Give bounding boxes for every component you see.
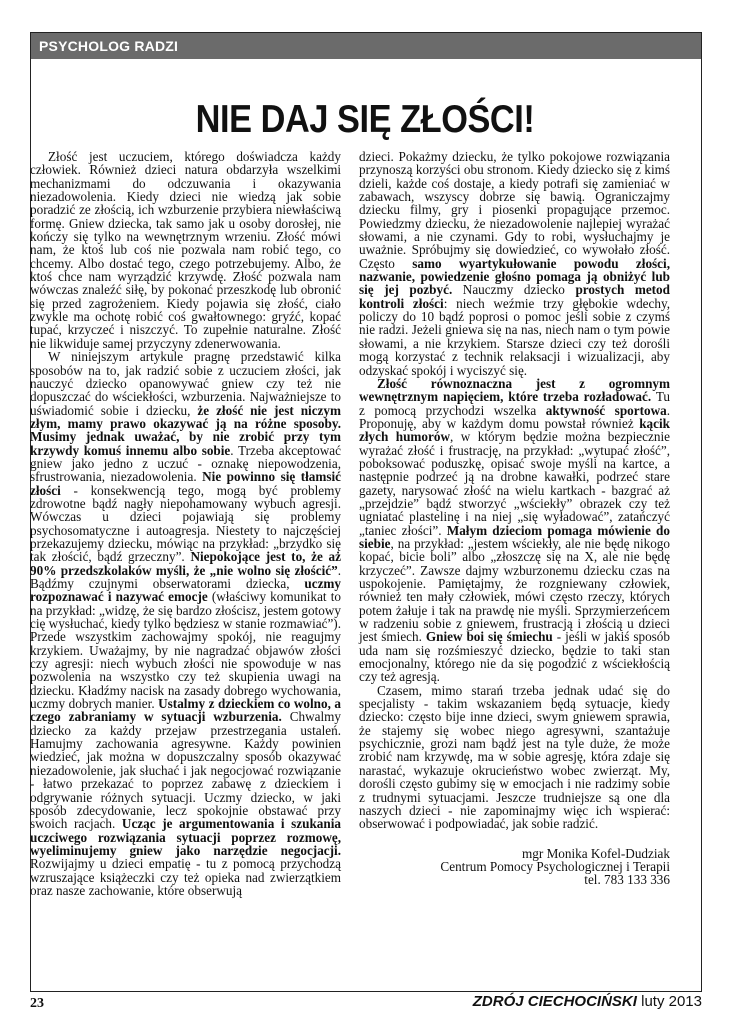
author-signature — [359, 847, 670, 887]
body-text: Złość jest uczuciem, którego doświadcza każdy człowiek. Również dzieci natura obdarzyła wszelkimi mechanizmami do odczuwania i okazywania niezadowolenia. Kiedy dzieci nie wiedzą jak sobie poradzić ze złością, ich wzburzenie przybiera niewłaściwą formę. Gniew dziecka, tak samo jak u osoby dorosłej, nie kończy się tylko na wewnętrznym wrzeniu. Złość mówi nam, że ktoś lub coś nie pozwala nam robić tego, co chcemy. Albo dostać tego, czego potrzebujemy. Albo, że ktoś chce nam wyrządzić krzywdę. Złość pozwala nam wówczas znaleźć siłę, by pokonać przeszkodę lub obronić się przed zagrożeniem. Kiedy pojawia się złość, ciało zwykle ma ochotę robić coś gwałtownego: gryźć, kopać tupać, krzyczeć i niszczyć. To zupełnie naturalne. Złość nie likwiduje samej przyczyny zdenerwowania. — [30, 149, 341, 351]
emphasis-text: kącik złych humorów — [359, 415, 670, 445]
author-organization: Centrum Pomocy Psychologicznej i Terapii — [440, 858, 670, 874]
emphasis-text: Gniew boi się śmiechu — [425, 629, 553, 645]
page-number: 23 — [30, 996, 44, 1011]
body-text: : niech weźmie trzy głębokie wdechy, policzy do 10 bądź poprosi o pomoc jeśli sobie z czymś nie radzi. Jeżeli gniewa się na nas, niech nam o tym powie słowami, a nie krzykiem. Starsze dzieci czy też dorośli mogą korzystać z technik relaksacji i wizualizacji, aby odzyskać spokój i wyciszyć się. — [359, 295, 671, 378]
body-text: Rozwijajmy u dzieci empatię - tu z pomocą przychodzą wzruszające książeczki czy też opieka nad zwierzątkiem oraz nasze zachowanie, które obserwują — [30, 856, 341, 898]
emphasis-text: samo wyartykułowanie powodu złości, nazwanie, powiedzenie głośno pomaga ją obniżyć lub się jej pozbyć. — [359, 255, 670, 298]
section-header-bar — [31, 33, 701, 59]
author-phone: tel. 783 133 336 — [584, 872, 670, 888]
body-text: Czasem, mimo starań trzeba jednak udać się do specjalisty - takim wskazaniem będą sytuacje, kiedy dziecko: często bije inne dzieci, swym gniewem sprawia, że stajemy się wobec niego agresywni, szantażuje psychicznie, grozi nam bądź jest na tyle duże, że może zrobić nam krzywdę, ma w sobie agresję, która zdaje się narastać, wykazuje okrucieństwo wobec zwierząt. My, dorośli często gubimy się w emocjach i nie radzimy sobie z trudnymi sytuacjami. Jeszcze trudniejsze są one dla naszych dzieci - nie zapominajmy więc ich wspierać: obserwować i podpowiadać, jak sobie radzić. — [359, 682, 670, 832]
emphasis-text: Ucząc je argumentowania i szukania uczciwego rozwiązania sytuacji poprzez rozmowę, wyeliminujemy gniew jako narzędzie negocjacji. — [30, 816, 341, 858]
article-title: NIE DAJ SIĘ ZŁOŚCI! — [195, 98, 535, 142]
body-text: . Bądźmy czujnymi obserwatorami dziecka, — [30, 562, 341, 591]
author-name: mgr Monika Kofel-Dudziak — [522, 845, 670, 861]
body-text: . Trzeba akceptować gniew jako jedno z uczuć - oznakę niepowodzenia, sfrustrowania, niezadowolenia. — [30, 442, 342, 485]
emphasis-text: Małym dzieciom pomaga mówienie do siebie — [359, 522, 670, 551]
right-paragraph — [359, 684, 670, 831]
right-paragraph — [359, 150, 670, 377]
body-text: Chwalmy dziecko za każdy przejaw przestrzegania ustaleń. Hamujmy zachowania agresywne. Każdy powinien wiedzieć, jak można w dopuszczalny sposób okazywać niezadowolenie, jak słuchać i jak negocjować rozwiązanie - łatwo przekazać to poprzez zabawę z dzieckiem i odgrywanie różnych sytuacji. Uczmy dziecko, w jaki sposób zdecydowanie, lecz spokojnie obstawać przy swoich racjach. — [30, 709, 341, 832]
emphasis-text: uczmy rozpoznawać i nazywać emocje — [30, 576, 341, 605]
emphasis-text: Ustalmy z dzieckiem co wolno, a czego zabraniamy w sytuacji wzburzenia. — [30, 696, 341, 725]
body-text: dzieci. Pokażmy dziecku, że tylko pokojowe rozwiązania przynoszą korzyści obu stronom. Kiedy dziecko się z kimś dzieli, każde coś dostaje, a kiedy potrafi się zamieniać w zabawach, wszyscy dobrze się bawią. Ograniczajmy dziecku filmy, gry i piosenki propagujące przemoc. Powiedzmy dziecku, że niezadowolenie najlepiej wyrażać słowami, a nie czynami. Gdy to robi, wysłuchajmy je uważnie. Spróbujmy się dowiedzieć, co wywołało złość. Często — [359, 149, 670, 271]
right-column-text — [359, 150, 670, 831]
body-text: , na przykład: „jestem wściekły, ale nie będę nikogo kopać, bicie boli” albo „złoszczę się na X, ale nie będę krzyczeć”. Zawsze dajmy wzburzonemu dziecku czas na uspokojenie. Pamiętajmy, że rozgniewany człowiek, również ten mały człowiek, mówi często rzeczy, których potem żałuje i tak na prawdę nie myśli. Sprzymierzeńcem w radzeniu sobie z gniewem, frustracją i złością u dzieci jest śmiech. — [359, 535, 670, 645]
emphasis-text: Złość równoznaczna jest z ogromnym wewnętrznym napięciem, które trzeba rozładować. — [359, 375, 670, 405]
body-text: , w którym będzie można bezpiecznie wyrażać złość i frustrację, na przykład: „wytupać złość”, poboksować poduszkę, opisać swoje myśli na kartce, a następnie podrzeć ją na drobne kawałki, podrzeć stare gazety, narysować złość na wielu kartkach - bazgrać aż „przejdzie” bądź stworzyć „wściekły” obrazek czy też ugniatać plastelinę i na niej „się wyładować”, zatańczyć „taniec złości”. — [359, 429, 670, 538]
article-body — [30, 150, 670, 897]
section-label: PSYCHOLOG RADZI — [39, 38, 179, 54]
body-text: - jeśli w jakiś sposób uda nam się rozśmieszyć dziecko, będzie to taki stan emocjonalny, którego nie da się pogodzić z wściekłością czy też agresją. — [359, 629, 670, 685]
emphasis-text: aktywność sportowa — [545, 402, 667, 418]
body-text: Tu z pomocą przychodzi wszelka — [359, 389, 670, 418]
body-text: Nauczmy dziecko — [452, 282, 576, 298]
emphasis-text: prostych metod kontroli złości — [359, 282, 670, 311]
footer-publication — [473, 993, 702, 1010]
body-text: (właściwy komunikat to na przykład: „widzę, że się bardzo złościsz, jestem gotowy cię wysłuchać, kiedy tylko będziesz w stanie rozmawiać”). Przede wszystkim zachowajmy spokój, nie reagujmy krzykiem. Uważajmy, by nie nagradzać objawów złości czy agresji: niech wybuch złości nie spowoduje w nas pozwolenia na wszystko czy też skupienia uwagi na dziecku. Kładźmy nacisk na zasady dobrego wychowania, uczmy dobrych manier. — [30, 589, 341, 712]
emphasis-text: że złość nie jest niczym złym, mamy prawo okazywać ją na różne sposoby. Musimy jednak uważać, by nie zrobić przy tym krzywdy komuś innemu albo sobie — [30, 402, 341, 458]
emphasis-text: Nie powinno się tłamsić złości — [30, 469, 342, 498]
emphasis-text: Niepokojące jest to, że aż 90% przedszkolaków myśli, że „nie wolno się złościć” — [30, 549, 342, 578]
left-paragraph — [30, 350, 341, 897]
body-text: . Proponuję, aby w każdym domu powstał również — [359, 402, 670, 431]
right-column — [359, 150, 670, 897]
issue-date: luty 2013 — [641, 993, 702, 1010]
left-column — [30, 150, 341, 897]
magazine-title: ZDRÓJ CIECHOCIŃSKI — [472, 993, 637, 1010]
body-text: W niniejszym artykule pragnę przedstawić kilka sposobów na to, jak radzić sobie z uczuciem złości, jak nauczyć dziecko opanowywać gniew czy też nie dopuszczać do wściekłości, wzburzenia. Najważniejsze to uświadomić sobie i dziecku, — [30, 349, 341, 418]
left-paragraph — [30, 150, 341, 350]
body-text: - konsekwencją tego, mogą być problemy zdrowotne bądź nagły niepohamowany wybuch agresji. Wówczas u dzieci pojawiają się problemy psychosomatyczne i autoagresja. Niestety to najczęściej przekazujemy dziecku, mówiąc na przykład: „brzydko się tak złościć, bądź grzeczny”. — [30, 482, 341, 565]
right-paragraph — [359, 377, 670, 684]
